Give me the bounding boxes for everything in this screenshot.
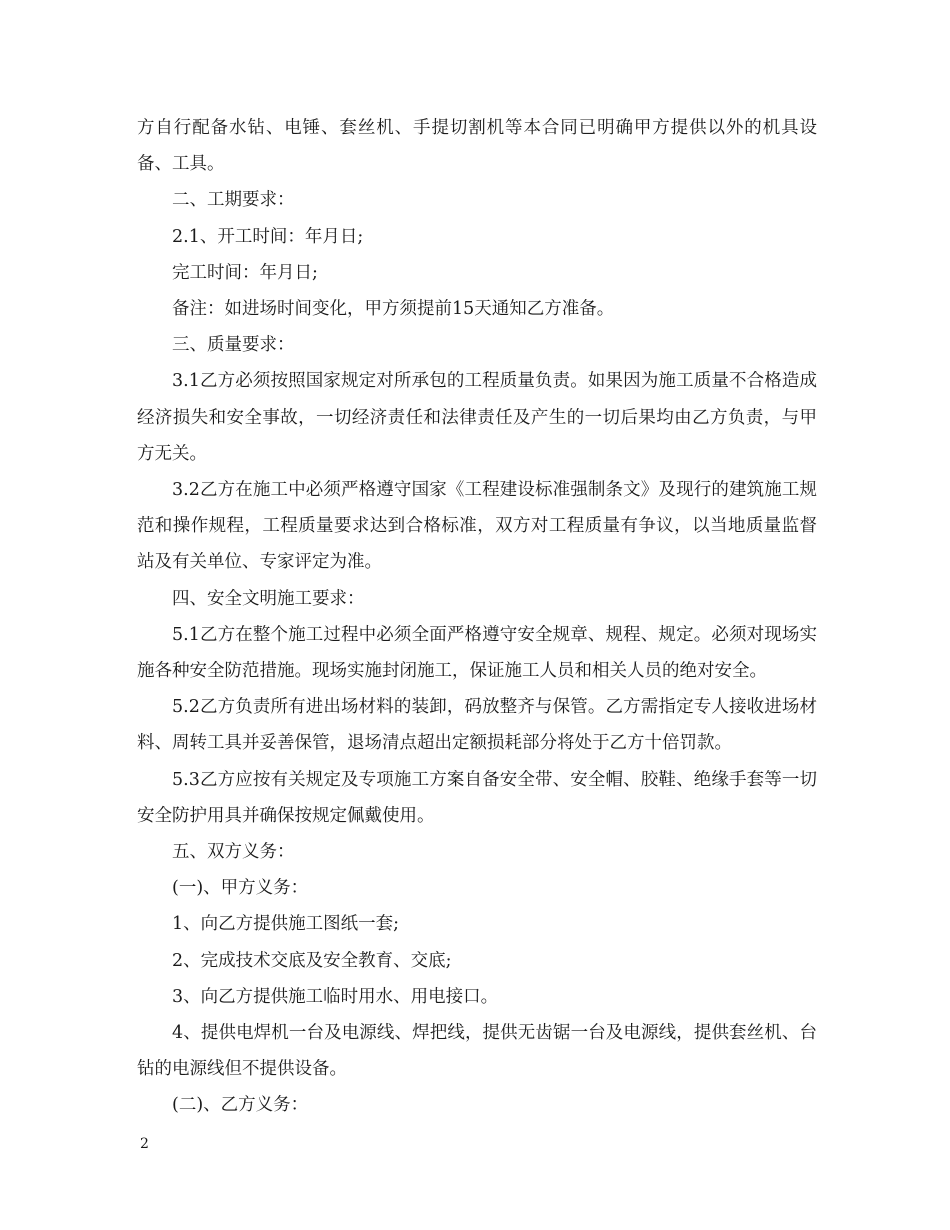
subsection-heading: (二)、乙方义务： <box>172 1095 309 1116</box>
section-heading: 五、双方义务： <box>172 842 295 863</box>
list-item: 3、向乙方提供施工临时用水、用电接口。 <box>172 986 499 1007</box>
page-number: 2 <box>140 1136 149 1152</box>
list-item: 2、完成技术交底及安全教育、交底; <box>172 950 452 971</box>
paragraph: 3.1乙方必须按照国家规定对所承包的工程质量负责。如果因为施工质量不合格造成经济损失和安全事故，一切经济责任和法律责任及产生的一切后果均由乙方负责，与甲方无关。 <box>137 371 817 464</box>
list-item: 1、向乙方提供施工图纸一套; <box>172 914 400 935</box>
list-item: 4、提供电焊机一台及电源线、焊把线，提供无齿锯一台及电源线，提供套丝机、台钻的电源线但不提供设备。 <box>137 1023 817 1080</box>
paragraph: 5.2乙方负责所有进出场材料的装卸，码放整齐与保管。乙方需指定专人接收进场材料、周转工具并妥善保管，退场清点超出定额损耗部分将处于乙方十倍罚款。 <box>137 697 817 754</box>
document-body <box>137 110 817 1124</box>
section-heading: 四、安全文明施工要求： <box>172 588 365 609</box>
paragraph: 5.3乙方应按有关规定及专项施工方案自备安全带、安全帽、胶鞋、绝缘手套等一切安全防护用具并确保按规定佩戴使用。 <box>137 769 817 826</box>
section-heading: 三、质量要求： <box>172 335 295 356</box>
paragraph: 2.1、开工时间：年月日; <box>172 226 364 247</box>
paragraph: 方自行配备水钻、电锤、套丝机、手提切割机等本合同已明确甲方提供以外的机具设备、工具。 <box>137 118 817 175</box>
paragraph: 完工时间：年月日; <box>172 262 318 283</box>
paragraph: 5.1乙方在整个施工过程中必须全面严格遵守安全规章、规程、规定。必须对现场实施各种安全防范措施。现场实施封闭施工，保证施工人员和相关人员的绝对安全。 <box>137 624 817 682</box>
paragraph: 3.2乙方在施工中必须严格遵守国家《工程建设标准强制条文》及现行的建筑施工规范和操作规程，工程质量要求达到合格标准，双方对工程质量有争议，以当地质量监督站及有关单位、专家评定为准。 <box>137 480 817 573</box>
paragraph: 备注：如进场时间变化，甲方须提前15天通知乙方准备。 <box>172 299 615 320</box>
section-heading: 二、工期要求： <box>172 190 295 211</box>
subsection-heading: (一)、甲方义务： <box>172 878 309 899</box>
